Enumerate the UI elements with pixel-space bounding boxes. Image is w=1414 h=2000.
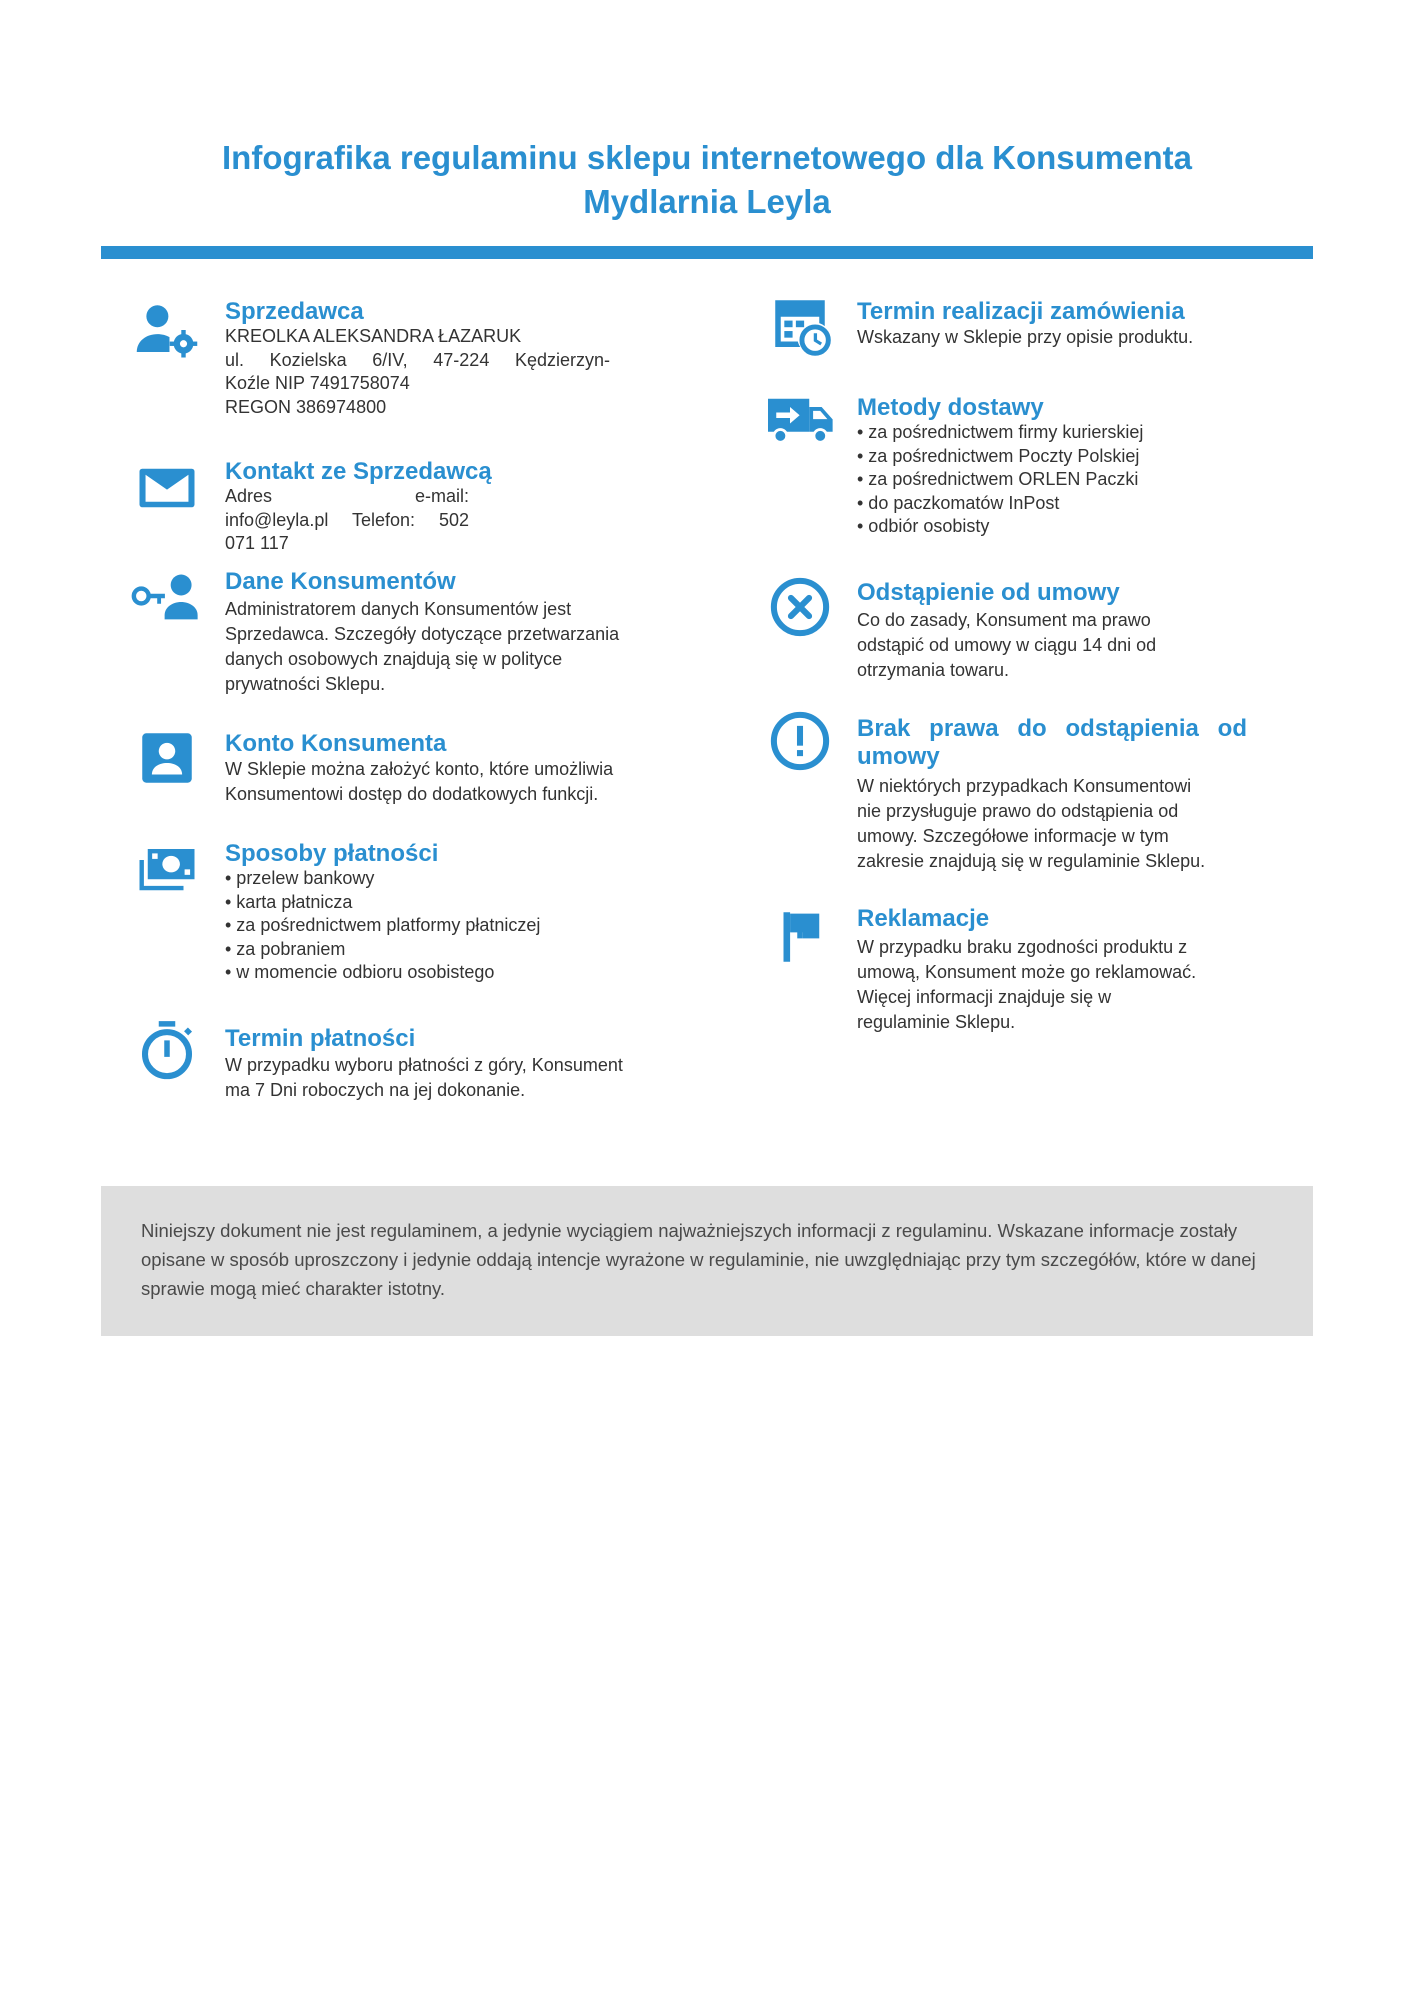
complaints-title: Reklamacje [857,905,990,932]
consumer-data-line: Sprzedawca. Szczegóły dotyczące przetwarzania [225,624,620,644]
contact-line: info@leyla.pl Telefon: 502 [225,509,469,530]
complaints-line: umową, Konsument może go reklamować. [857,962,1197,982]
list-item: • karta płatnicza [225,891,353,912]
seller-title: Sprzedawca [225,298,364,325]
seller-body [225,325,610,419]
payment-deadline-line: W przypadku wyboru płatności z góry, Konsument [225,1055,623,1075]
list-item: • odbiór osobisty [857,516,990,536]
delivery-methods-list [857,421,1277,539]
delivery-methods-title: Metody dostawy [857,394,1044,421]
no-withdrawal-right-body [857,774,1277,874]
withdrawal-body [857,608,1277,683]
list-item: • za pośrednictwem Poczty Polskiej [857,445,1140,466]
stopwatch-icon [134,1017,200,1083]
page-title-line2: Mydlarnia Leyla [583,183,831,220]
consumer-data-line: prywatności Sklepu. [225,674,386,694]
payment-deadline-line: ma 7 Dni roboczych na jej dokonanie. [225,1080,526,1100]
payment-methods-list [225,867,665,985]
complaints-line: Więcej informacji znajduje się w [857,987,1112,1007]
complaints-line: regulaminie Sklepu. [857,1012,1016,1032]
contact-line: Adres e-mail: [225,486,469,506]
withdrawal-line: Co do zasady, Konsument ma prawo [857,610,1151,630]
complaints-body [857,935,1277,1035]
consumer-data-line: danych osobowych znajdują się w polityce [225,649,563,669]
fulfillment-time-line: Wskazany w Sklepie przy opisie produktu. [857,327,1194,347]
exclamation-circle-icon [767,708,833,774]
list-item: • za pośrednictwem firmy kurierskiej [857,422,1144,442]
contact-line: 071 117 [225,533,289,553]
payment-methods-title: Sposoby płatności [225,840,439,867]
list-item: • przelew bankowy [225,868,375,888]
list-item: • za pośrednictwem ORLEN Paczki [857,469,1139,489]
payment-deadline-title: Termin płatności [225,1025,416,1052]
withdrawal-title: Odstąpienie od umowy [857,579,1120,606]
withdrawal-line: odstąpić od umowy w ciągu 14 dni od [857,635,1157,655]
withdrawal-line: otrzymania towaru. [857,660,1010,680]
disclaimer-text: Niniejszy dokument nie jest regulaminem, a jedynie wyciągiem najważniejszych informacji z regulaminu. Wskazane informacje zostały opisane w sposób uproszczony i jedynie oddają intencje wyrażone w regulaminie, nie uwzględniając przy tym szczegółów, które w danej sprawie mogą mieć charakter istotny. [141,1220,1256,1299]
no-withdrawal-right-title-line2: umowy [857,743,940,770]
fulfillment-time-body [857,326,1277,350]
no-withdrawal-right-line: nie przysługuje prawo do odstąpienia od [857,801,1179,821]
consumer-data-body [225,597,665,697]
complaints-line: W przypadku braku zgodności produktu z [857,937,1188,957]
list-item: • w momencie odbioru osobistego [225,962,495,982]
account-box-icon [134,725,200,791]
cancel-circle-icon [767,574,833,640]
no-withdrawal-right-title [857,715,1247,771]
list-item: • za pośrednictwem platformy płatniczej [225,915,541,935]
seller-line: ul. Kozielska 6/IV, 47-224 Kędzierzyn- [225,349,610,370]
consumer-data-title: Dane Konsumentów [225,568,456,595]
seller-line: KREOLKA ALEKSANDRA ŁAZARUK [225,326,522,346]
key-person-icon [130,563,202,629]
flag-icon [767,904,833,970]
no-withdrawal-right-line: umowy. Szczegółowe informacje w tym [857,826,1169,846]
page-title-line1: Infografika regulaminu sklepu internetowego dla Konsumenta [222,139,1192,176]
payment-deadline-body [225,1053,675,1103]
account-line: W Sklepie można założyć konto, które umożliwia [225,759,614,779]
list-item: • do paczkomatów InPost [857,492,1060,513]
account-title: Konto Konsumenta [225,730,447,757]
page-title [100,136,1314,224]
contact-body [225,485,469,556]
seller-gear-icon [134,297,200,363]
fulfillment-time-title: Termin realizacji zamówienia [857,298,1185,325]
account-line: Konsumentowi dostęp do dodatkowych funkcji. [225,784,599,804]
seller-line: REGON 386974800 [225,396,387,417]
consumer-data-line: Administratorem danych Konsumentów jest [225,599,572,619]
no-withdrawal-right-line: zakresie znajdują się w regulaminie Sklepu. [857,851,1206,871]
title-divider [101,246,1313,259]
no-withdrawal-right-line: W niektórych przypadkach Konsumentowi [857,776,1192,796]
envelope-icon [134,455,200,521]
calendar-clock-icon [767,292,833,358]
no-withdrawal-right-title-line1: Brak prawa do odstąpienia od [857,715,1247,742]
seller-line: Koźle NIP 7491758074 [225,373,410,393]
disclaimer-box [101,1186,1313,1336]
money-icon [134,838,200,904]
account-body [225,757,665,807]
list-item: • za pobraniem [225,938,346,959]
contact-title: Kontakt ze Sprzedawcą [225,458,492,485]
delivery-truck-icon [765,385,837,451]
